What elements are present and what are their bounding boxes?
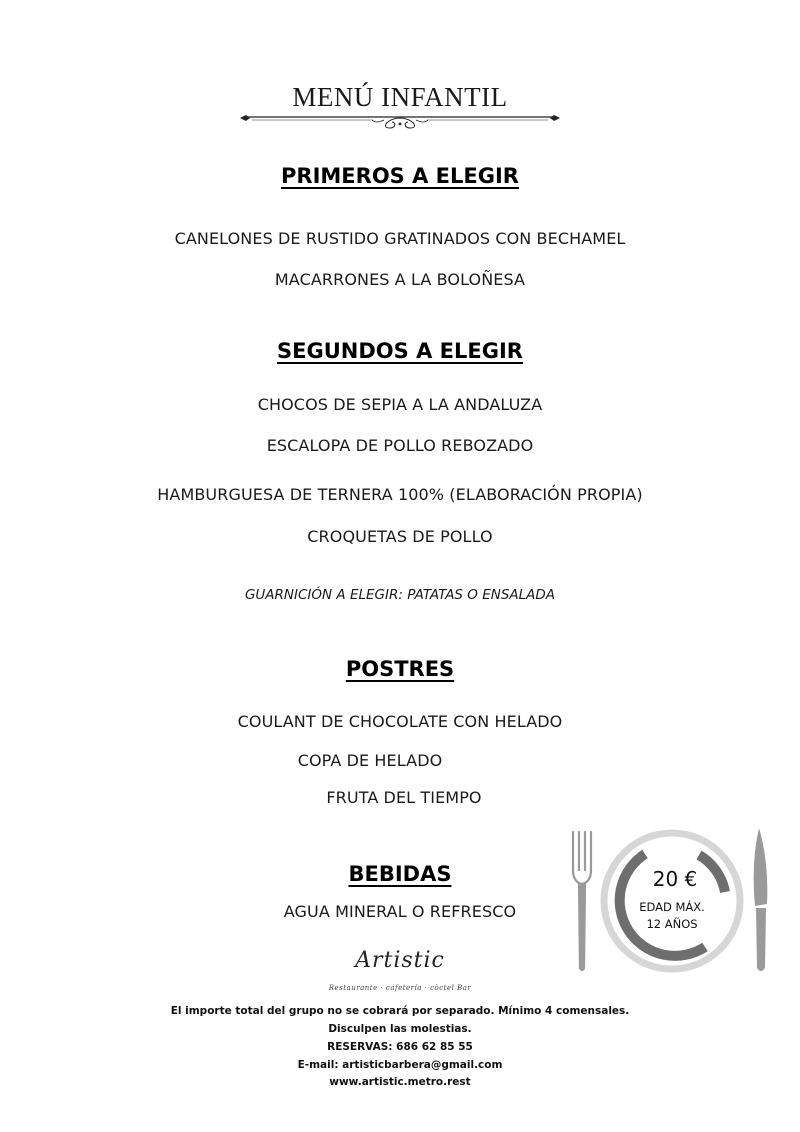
garnish-note: GUARNICIÓN A ELEGIR: PATATAS O ENSALADA	[244, 587, 556, 603]
menu-item: MACARRONES A LA BOLOÑESA	[274, 270, 526, 289]
heading-segundos: SEGUNDOS A ELEGIR	[277, 339, 523, 363]
footer-reservations: RESERVAS: 686 62 85 55	[327, 1041, 473, 1053]
menu-item: HAMBURGUESA DE TERNERA 100% (ELABORACIÓN PROPIA)	[157, 485, 643, 504]
heading-primeros: PRIMEROS A ELEGIR	[281, 164, 519, 188]
footer-website: www.artistic.metro.rest	[329, 1076, 471, 1088]
heading-postres: POSTRES	[345, 657, 455, 681]
age-limit-value: 12 AÑOS	[646, 917, 698, 931]
menu-item: CANELONES DE RUSTIDO GRATINADOS CON BECHAMEL	[174, 229, 626, 248]
price-label: 20 €	[652, 867, 698, 891]
footer-group-note: El importe total del grupo no se cobrará por separado. Mínimo 4 comensales.	[170, 1005, 630, 1017]
footer-apology: Disculpen las molestias.	[328, 1023, 472, 1035]
menu-item: AGUA MINERAL O REFRESCO	[283, 902, 517, 921]
footer-email: E-mail: artisticbarbera@gmail.com	[297, 1059, 503, 1071]
menu-item: CHOCOS DE SEPIA A LA ANDALUZA	[257, 395, 543, 414]
menu-title: MENÚ INFANTIL	[292, 82, 508, 112]
ornament-divider-icon	[238, 108, 562, 130]
menu-item: CROQUETAS DE POLLO	[307, 527, 493, 546]
artistic-logo: Artistic	[355, 948, 445, 973]
menu-item: COPA DE HELADO	[297, 751, 443, 770]
logo-tagline: Restaurante · cafetería · còctel Bar	[328, 984, 472, 992]
menu-item: FRUTA DEL TIEMPO	[326, 788, 482, 807]
age-limit-label: EDAD MÁX.	[639, 900, 705, 914]
menu-item: COULANT DE CHOCOLATE CON HELADO	[237, 712, 563, 731]
menu-item: ESCALOPA DE POLLO REBOZADO	[266, 436, 534, 455]
heading-bebidas: BEBIDAS	[348, 862, 452, 886]
